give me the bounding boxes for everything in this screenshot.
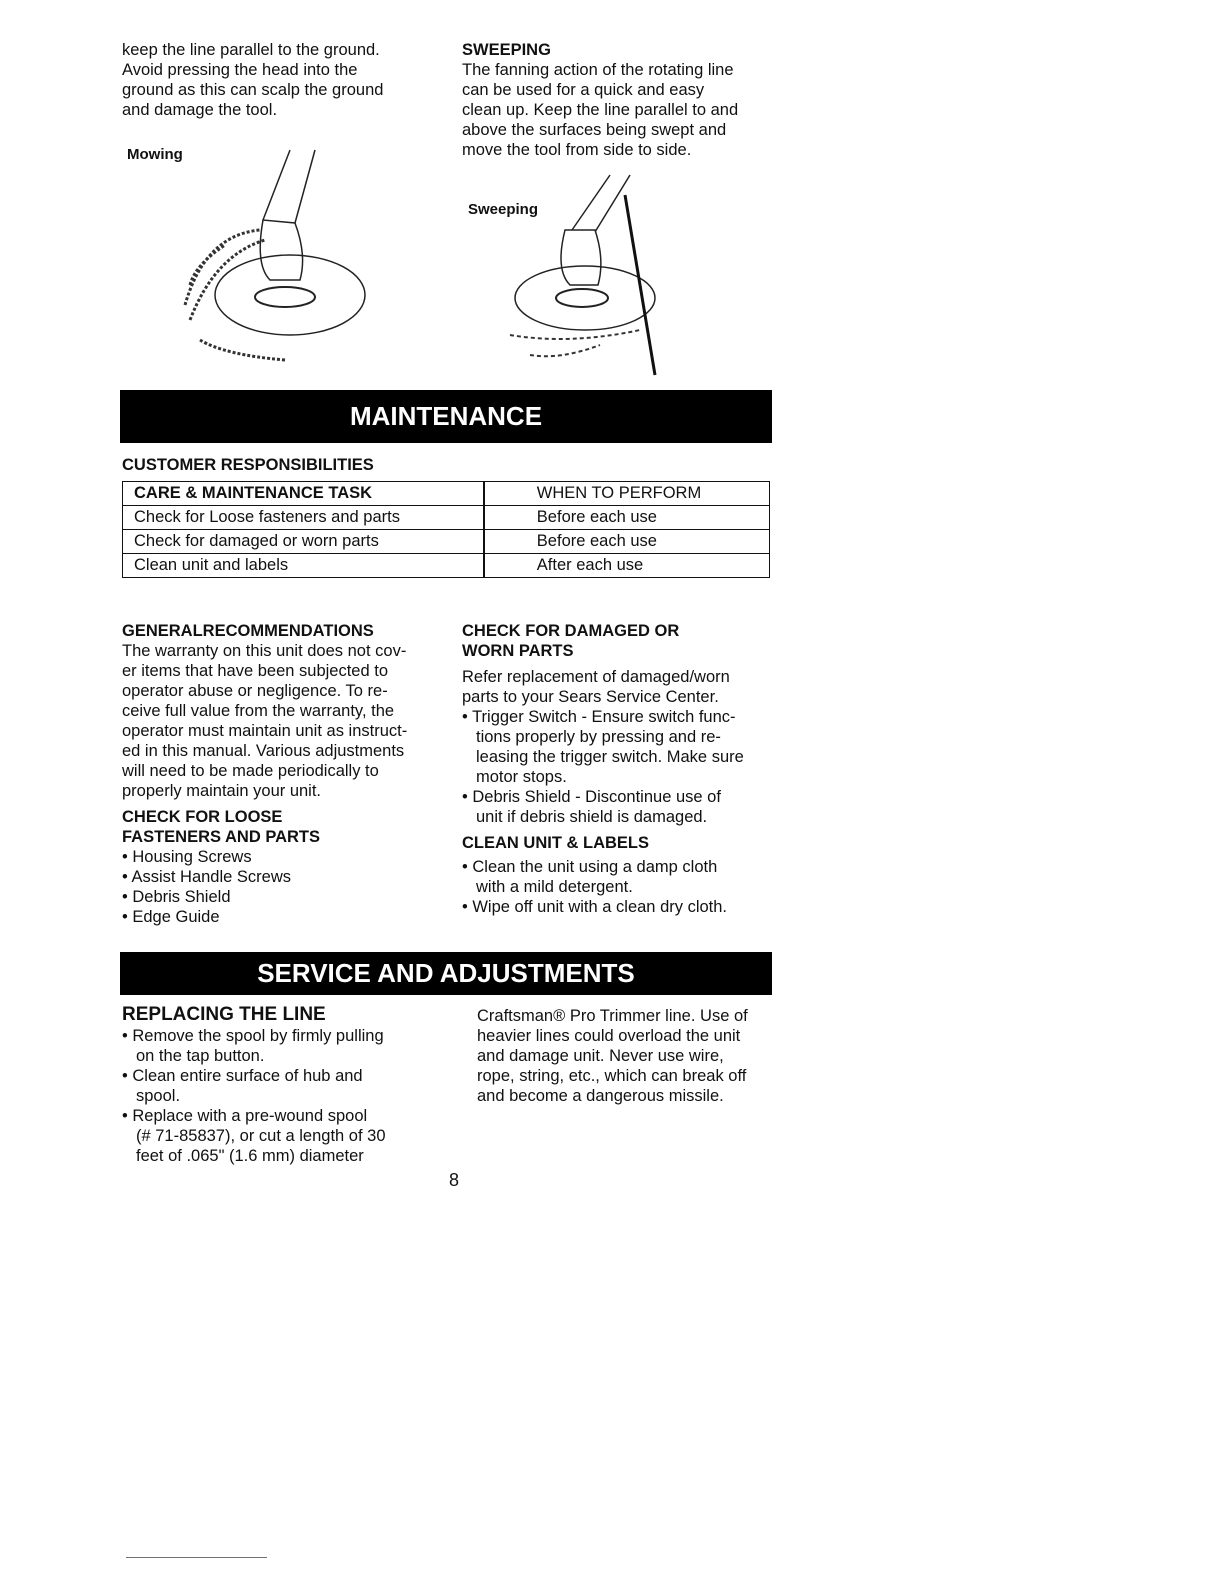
table-row [123, 530, 770, 554]
text-line: Craftsman® Pro Trimmer line. Use of [477, 1007, 748, 1025]
text-line: ground as this can scalp the ground [122, 81, 384, 99]
list-item-cont: spool. [136, 1087, 181, 1105]
loose-heading: FASTENERS AND PARTS [122, 828, 321, 846]
text-line: The warranty on this unit does not cov- [122, 642, 407, 660]
text-line: Refer replacement of damaged/worn [462, 668, 730, 686]
list-item: • Assist Handle Screws [122, 868, 292, 886]
general-heading: GENERALRECOMMENDATIONS [122, 622, 374, 640]
damaged-heading: CHECK FOR DAMAGED OR [462, 622, 680, 640]
list-item-cont: with a mild detergent. [476, 878, 633, 896]
text-line: and damage the tool. [122, 101, 278, 119]
list-item: • Debris Shield - Discontinue use of [462, 788, 721, 806]
table-cell: Before each use [484, 530, 770, 554]
list-item: • Housing Screws [122, 848, 252, 866]
table-header: WHEN TO PERFORM [484, 482, 770, 506]
sweeping-figure-label: Sweeping [468, 201, 539, 218]
text-line: The fanning action of the rotating line [462, 61, 734, 79]
text-line: will need to be made periodically to [122, 762, 379, 780]
text-line: above the surfaces being swept and [462, 121, 727, 139]
mowing-illustration [175, 145, 375, 375]
customer-responsibilities-heading: CUSTOMER RESPONSIBILITIES [122, 456, 374, 474]
maintenance-table [122, 481, 770, 578]
table-cell: Clean unit and labels [123, 554, 484, 578]
table-header-row [123, 482, 770, 506]
text-line: properly maintain your unit. [122, 782, 322, 800]
table-cell: Check for Loose fasteners and parts [123, 506, 484, 530]
replacing-line-section [122, 1004, 452, 1166]
table-cell: Before each use [484, 506, 770, 530]
text-line: and damage unit. Never use wire, [477, 1047, 724, 1065]
text-line: rope, string, etc., which can break off [477, 1067, 747, 1085]
table-header: CARE & MAINTENANCE TASK [123, 482, 484, 506]
list-item-cont: motor stops. [476, 768, 567, 786]
text-line: operator must maintain unit as instruct- [122, 722, 408, 740]
text-line: ed in this manual. Various adjustments [122, 742, 405, 760]
list-item-cont: leasing the trigger switch. Make sure [476, 748, 744, 766]
text-line: operator abuse or negligence. To re- [122, 682, 388, 700]
page-number: 8 [449, 1170, 460, 1190]
text-line: keep the line parallel to the ground. [122, 41, 380, 59]
table-cell: After each use [484, 554, 770, 578]
text-line: Avoid pressing the head into the [122, 61, 358, 79]
list-item: • Trigger Switch - Ensure switch func- [462, 708, 736, 726]
service-banner: SERVICE AND ADJUSTMENTS [120, 952, 772, 995]
replacing-line-heading: REPLACING THE LINE [122, 1004, 326, 1025]
list-item-cont: on the tap button. [136, 1047, 265, 1065]
list-item: • Edge Guide [122, 908, 220, 926]
list-item: • Wipe off unit with a clean dry cloth. [462, 898, 728, 916]
list-item: • Remove the spool by firmly pulling [122, 1027, 384, 1045]
mowing-figure-label: Mowing [127, 146, 183, 163]
maintenance-banner: MAINTENANCE [120, 390, 772, 443]
list-item-cont: feet of .065" (1.6 mm) diameter [136, 1147, 364, 1165]
list-item: • Debris Shield [122, 888, 231, 906]
sweeping-illustration [490, 170, 690, 380]
text-line: clean up. Keep the line parallel to and [462, 101, 739, 119]
text-line: heavier lines could overload the unit [477, 1027, 741, 1045]
table-row [123, 506, 770, 530]
damaged-heading: WORN PARTS [462, 642, 574, 660]
sweeping-heading: SWEEPING [462, 41, 551, 59]
table-cell: Check for damaged or worn parts [123, 530, 484, 554]
text-line: er items that have been subjected to [122, 662, 388, 680]
list-item: • Clean entire surface of hub and [122, 1067, 363, 1085]
sweeping-section [462, 40, 738, 160]
list-item-cont: unit if debris shield is damaged. [476, 808, 708, 826]
list-item-cont: tions properly by pressing and re- [476, 728, 721, 746]
list-item: • Replace with a pre-wound spool [122, 1107, 368, 1125]
replacing-line-continued [477, 1006, 748, 1106]
check-damaged-section [462, 621, 782, 917]
mowing-intro-text [122, 40, 383, 120]
text-line: move the tool from side to side. [462, 141, 692, 159]
table-row [123, 554, 770, 578]
loose-heading: CHECK FOR LOOSE [122, 808, 283, 826]
list-item-cont: (# 71-85837), or cut a length of 30 [136, 1127, 386, 1145]
text-line: ceive full value from the warranty, the [122, 702, 395, 720]
text-line: and become a dangerous missile. [477, 1087, 724, 1105]
text-line: can be used for a quick and easy [462, 81, 705, 99]
clean-heading: CLEAN UNIT & LABELS [462, 834, 649, 852]
list-item: • Clean the unit using a damp cloth [462, 858, 718, 876]
general-recommendations [122, 621, 442, 927]
footer-rule [126, 1557, 267, 1558]
text-line: parts to your Sears Service Center. [462, 688, 719, 706]
